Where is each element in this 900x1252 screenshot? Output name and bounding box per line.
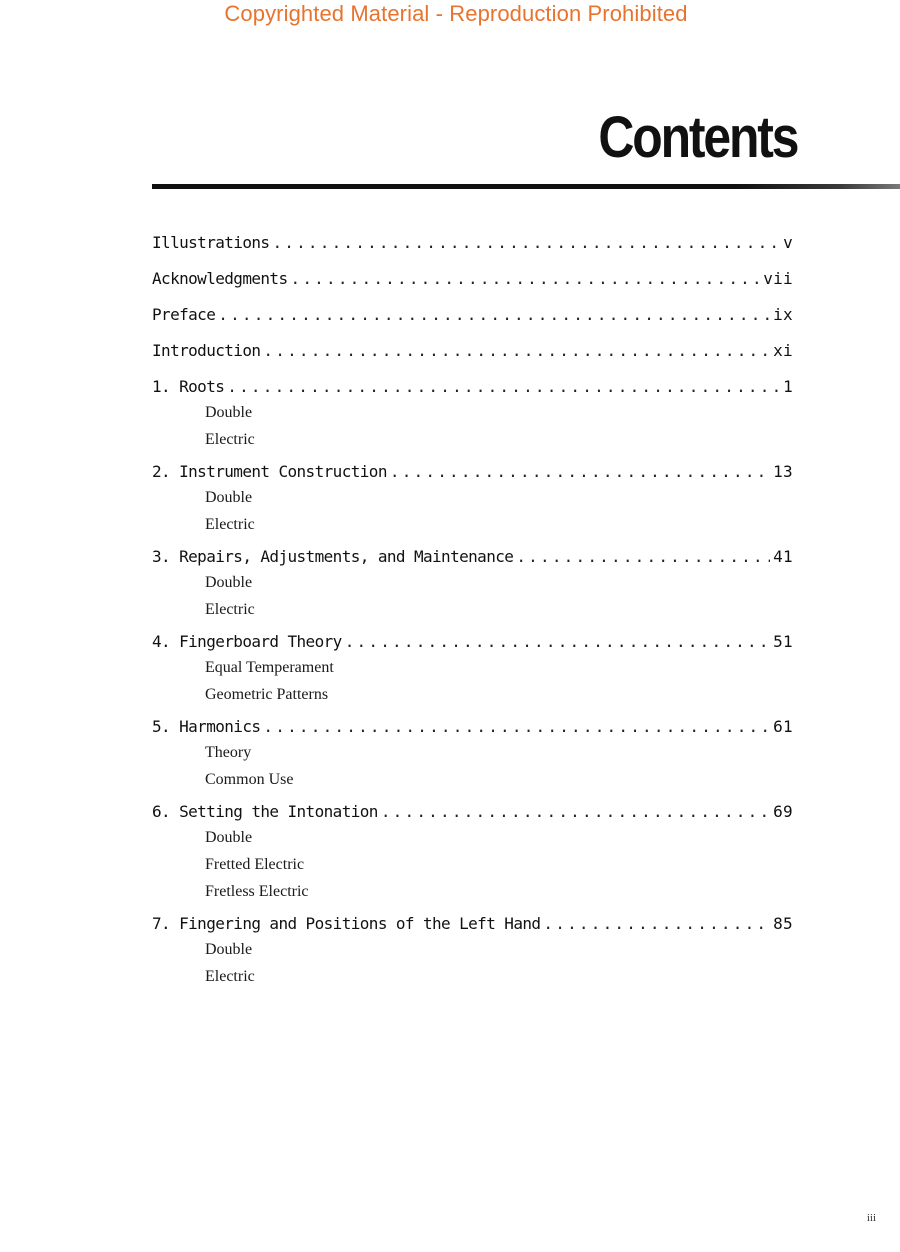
toc-entry-title: 1. Roots: [152, 377, 225, 396]
toc-subentry: Theory: [205, 744, 252, 761]
toc-entry: [152, 631, 793, 653]
toc-subentry: Equal Temperament: [205, 659, 334, 676]
toc-entry: [152, 304, 793, 326]
copyright-watermark: Copyrighted Material - Reproduction Prohibited: [224, 1, 688, 26]
toc-entry-title: 4. Fingerboard Theory: [152, 632, 342, 651]
toc-page-number: 85: [773, 914, 793, 933]
toc-page-number: 69: [773, 802, 793, 821]
toc-page-number: ix: [773, 305, 793, 324]
dot-leader: [272, 232, 780, 254]
toc-entry: [152, 461, 793, 483]
toc-subentry: Common Use: [205, 771, 294, 788]
toc-subentry: Fretted Electric: [205, 856, 305, 873]
toc-subentry: Geometric Patterns: [205, 686, 329, 703]
toc-subentry: Double: [205, 574, 253, 591]
toc-subentry: Electric: [205, 968, 255, 985]
toc-subentry: Double: [205, 941, 253, 958]
toc-entry: [152, 340, 793, 362]
toc-entry-title: Preface: [152, 305, 216, 324]
dot-leader: [263, 716, 770, 738]
dot-leader: [345, 631, 770, 653]
toc-entry-title: 5. Harmonics: [152, 717, 261, 736]
toc-entry-title: Acknowledgments: [152, 269, 288, 288]
table-of-contents: [152, 232, 793, 998]
toc-entry: [152, 376, 793, 398]
dot-leader: [227, 376, 780, 398]
toc-subentry: Electric: [205, 601, 255, 618]
toc-entry: [152, 913, 793, 935]
toc-page-number: 41: [773, 547, 793, 566]
toc-entry-title: 6. Setting the Intonation: [152, 802, 378, 821]
toc-page-number: vii: [763, 269, 793, 288]
dot-leader: [381, 801, 770, 823]
toc-subentry: Electric: [205, 431, 255, 448]
toc-subentry: Electric: [205, 516, 255, 533]
toc-entry: [152, 546, 793, 568]
dot-leader: [291, 268, 761, 290]
dot-leader: [543, 913, 770, 935]
toc-page-number: v: [783, 233, 793, 252]
toc-entry-title: 3. Repairs, Adjustments, and Maintenance: [152, 547, 514, 566]
page-title: Contents: [598, 105, 797, 170]
page-folio: iii: [866, 1212, 876, 1224]
toc-entry: [152, 232, 793, 254]
toc-page-number: 61: [773, 717, 793, 736]
dot-leader: [390, 461, 770, 483]
dot-leader: [516, 546, 770, 568]
toc-page-number: 51: [773, 632, 793, 651]
toc-entry-title: Introduction: [152, 341, 261, 360]
title-rule: [152, 184, 900, 189]
dot-leader: [263, 340, 770, 362]
toc-subentry: Fretless Electric: [205, 883, 309, 900]
dot-leader: [218, 304, 770, 326]
toc-entry: [152, 716, 793, 738]
toc-entry-title: 7. Fingering and Positions of the Left Hand: [152, 914, 541, 933]
toc-subentry: Double: [205, 829, 253, 846]
toc-entry-title: Illustrations: [152, 233, 270, 252]
toc-entry: [152, 268, 793, 290]
toc-entry-title: 2. Instrument Construction: [152, 462, 387, 481]
toc-page-number: 1: [783, 377, 793, 396]
toc-page-number: 13: [773, 462, 793, 481]
toc-subentry: Double: [205, 404, 253, 421]
toc-subentry: Double: [205, 489, 253, 506]
toc-page-number: xi: [773, 341, 793, 360]
toc-entry: [152, 801, 793, 823]
